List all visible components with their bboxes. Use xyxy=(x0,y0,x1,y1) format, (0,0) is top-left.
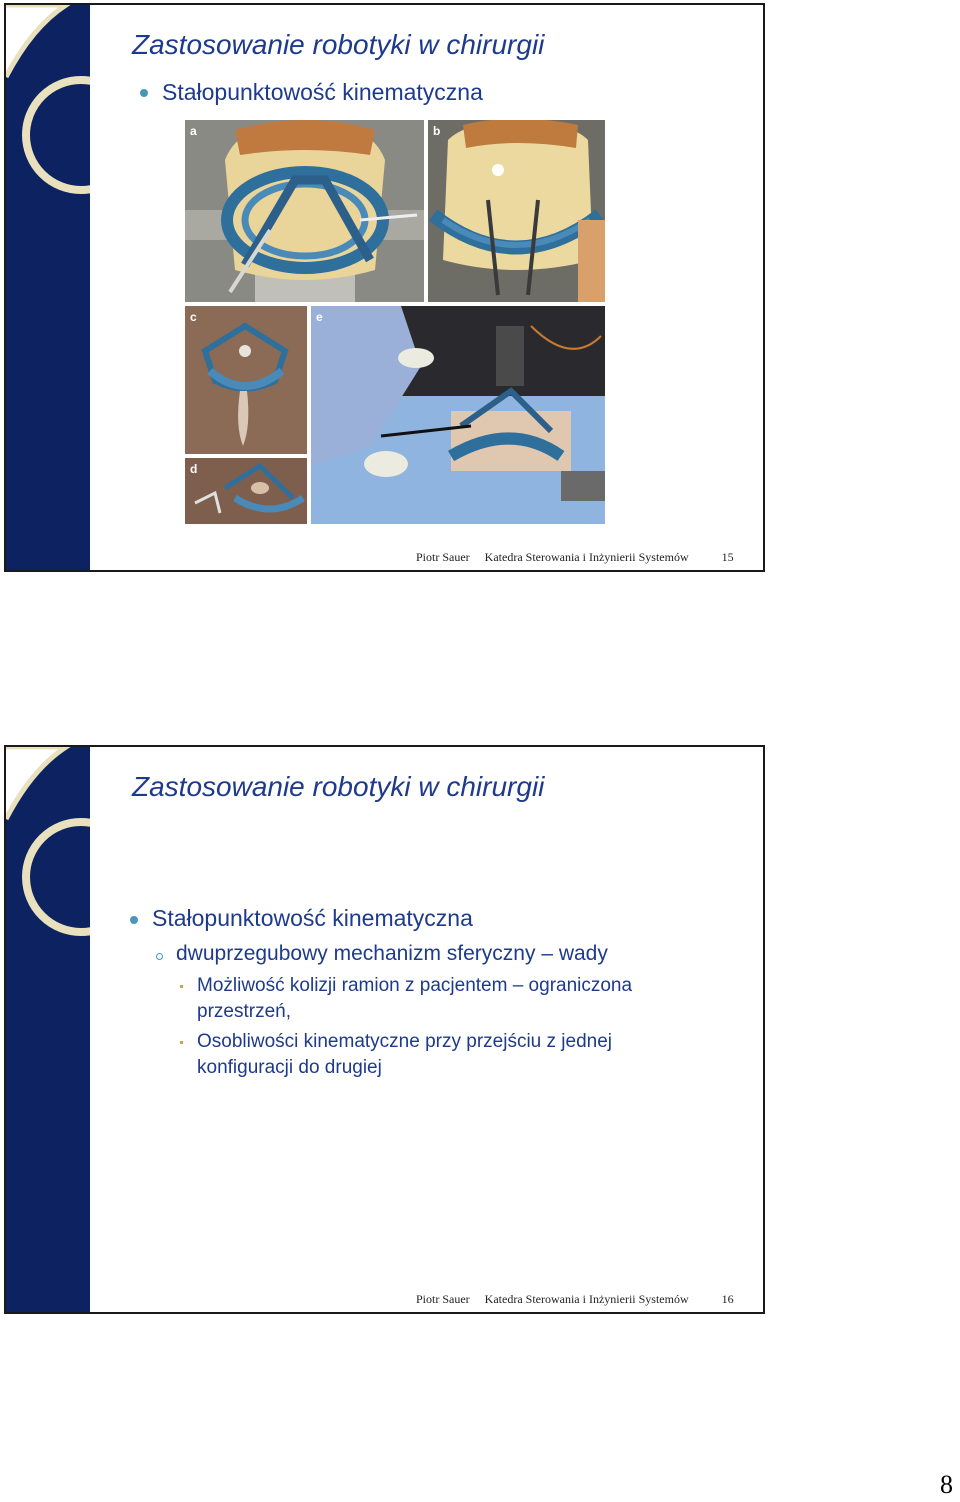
panel-label-e: e xyxy=(316,310,323,324)
bullet-dot xyxy=(140,89,148,97)
item-2-line-2: konfiguracji do drugiej xyxy=(197,1057,382,1078)
slide-title: Zastosowanie robotyki w chirurgii xyxy=(132,771,545,802)
item-2-line-1: Osobliwości kinematyczne przy przejściu z jednej xyxy=(197,1031,612,1052)
footer-department: Katedra Sterowania i Inżynierii Systemów xyxy=(484,1292,689,1306)
slide-title: Zastosowanie robotyki w chirurgii xyxy=(132,29,545,60)
surgical-robot-figure xyxy=(185,120,605,524)
slide-footer xyxy=(416,550,734,565)
photo-panel-d xyxy=(185,458,307,524)
panel-label-b: b xyxy=(433,124,441,138)
bullet-dot xyxy=(130,916,138,924)
footer-slide-number: 16 xyxy=(721,1292,734,1306)
footer-author: Piotr Sauer xyxy=(416,550,470,564)
bullet-text: Stałopunktowość kinematyczna xyxy=(162,79,483,105)
page-number: 8 xyxy=(940,1470,953,1499)
panel-label-c: c xyxy=(190,310,197,324)
slide-footer xyxy=(416,1292,734,1307)
side-band-decoration xyxy=(6,5,90,570)
footer-department: Katedra Sterowania i Inżynierii Systemów xyxy=(484,550,689,564)
panel-label-a: a xyxy=(190,124,197,138)
slide-15 xyxy=(4,3,765,572)
photo-panel-e xyxy=(311,306,605,524)
bullet-text: Stałopunktowość kinematyczna xyxy=(152,905,473,931)
photo-panel-a xyxy=(185,120,424,302)
footer-slide-number: 15 xyxy=(721,550,734,564)
footer-author: Piotr Sauer xyxy=(416,1292,470,1306)
photo-panel-b xyxy=(428,120,605,302)
sub-bullet-ring xyxy=(156,953,163,960)
item-1-line-2: przestrzeń, xyxy=(197,1001,291,1022)
item-1-line-1: Możliwość kolizji ramion z pacjentem – ograniczona xyxy=(197,975,633,996)
slide-16 xyxy=(4,745,765,1314)
photo-panel-c xyxy=(185,306,307,454)
item-bullet-dot xyxy=(180,985,183,988)
panel-label-d: d xyxy=(190,462,198,476)
sub-bullet-text: dwuprzegubowy mechanizm sferyczny – wady xyxy=(176,942,608,965)
side-band-decoration xyxy=(6,747,90,1312)
item-bullet-dot xyxy=(180,1041,183,1044)
